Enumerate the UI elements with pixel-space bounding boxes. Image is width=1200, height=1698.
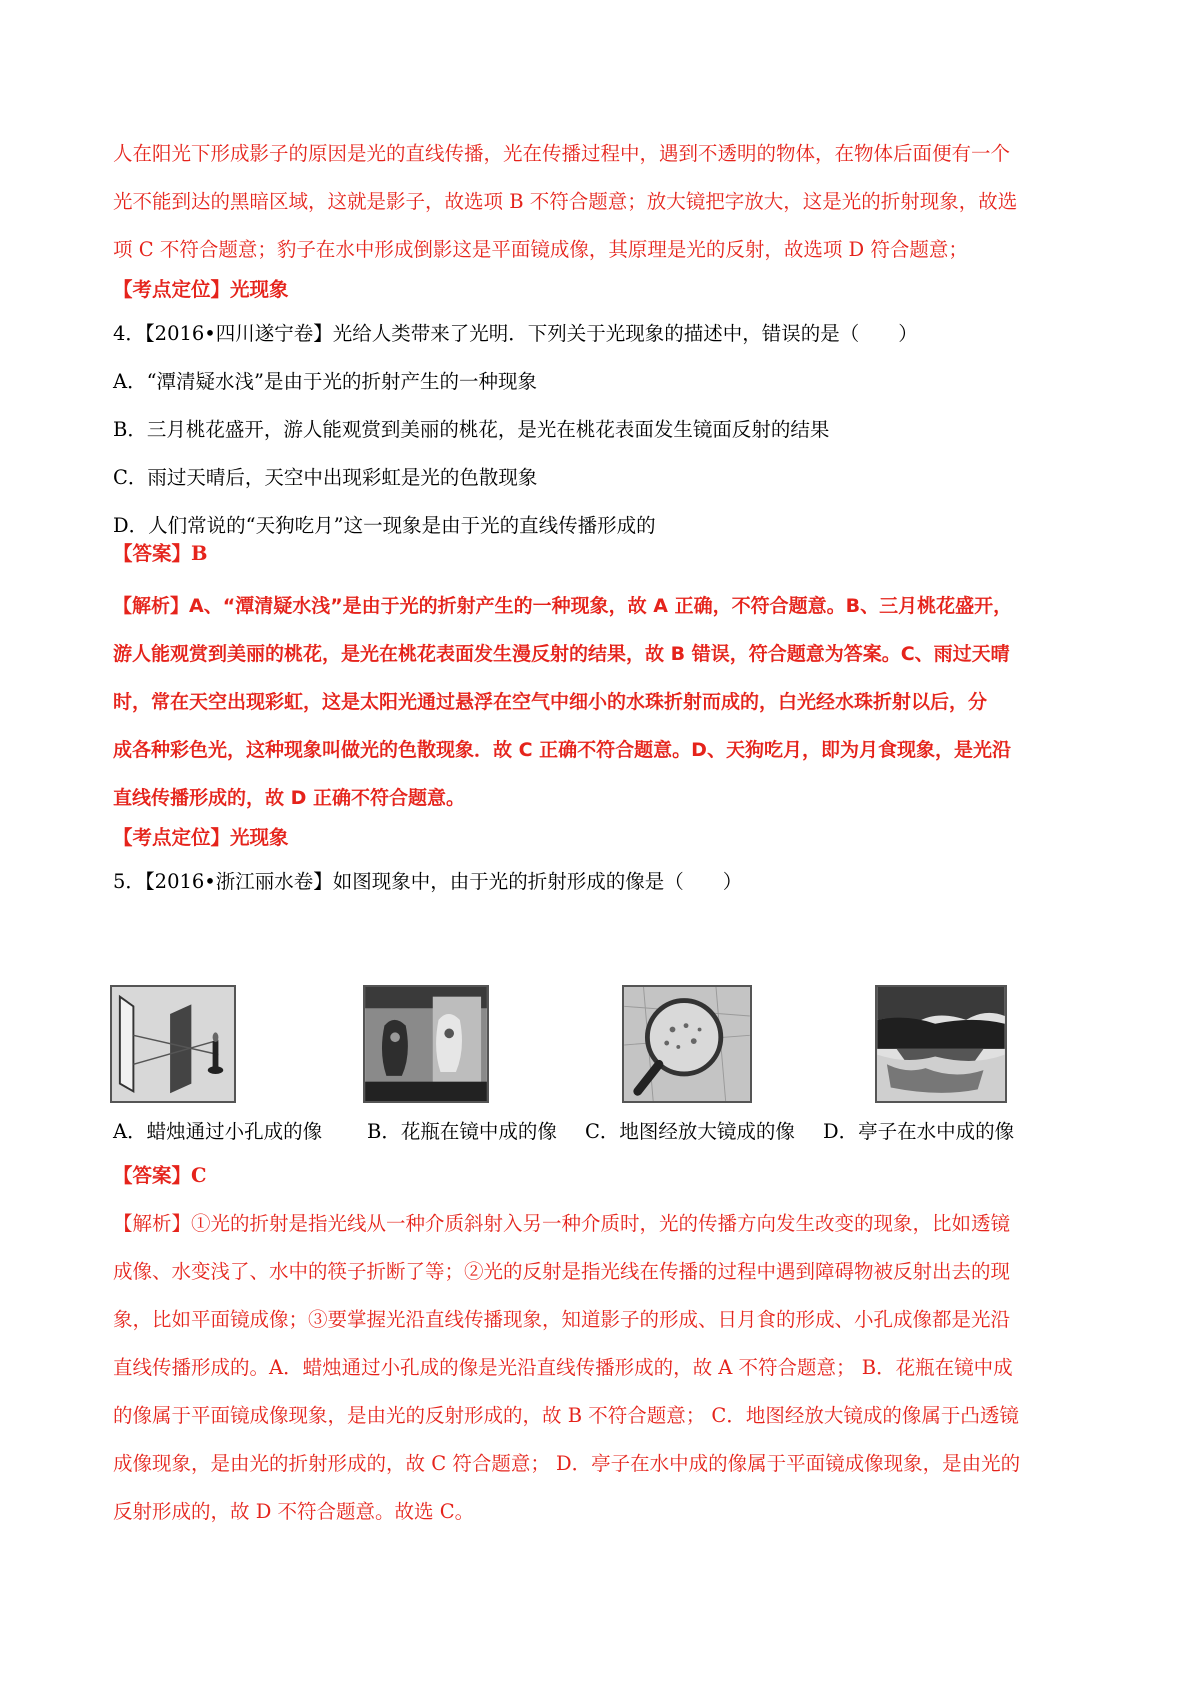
analysis-line: 人在阳光下形成影子的原因是光的直线传播，光在传播过程中，遇到不透明的物体，在物体后面便有一个 bbox=[113, 142, 1011, 165]
option-c: C．雨过天晴后，天空中出现彩虹是光的色散现象 bbox=[113, 466, 538, 489]
analysis-line: 时，常在天空出现彩虹，这是太阳光通过悬浮在空气中细小的水珠折射而成的，白光经水珠折射以后，分 bbox=[113, 691, 988, 713]
kaodian-q3: 【考点定位】光现象 bbox=[113, 278, 289, 301]
answer-q5: 【答案】C bbox=[113, 1164, 207, 1187]
analysis-line: 项 C 不符合题意；豹子在水中形成倒影这是平面镜成像，其原理是光的反射，故选项 D 符合题意； bbox=[113, 238, 968, 261]
kaodian-q4: 【考点定位】光现象 bbox=[113, 826, 289, 849]
analysis-line: 游人能观赏到美丽的桃花，是光在桃花表面发生漫反射的结果，故 B 错误，符合题意为答案。C、雨过天晴 bbox=[113, 643, 1010, 665]
caption-b: B．花瓶在镜中成的像 bbox=[367, 1120, 557, 1143]
question-stem: 4．【2016•四川遂宁卷】光给人类带来了光明．下列关于光现象的描述中，错误的是（ ） bbox=[113, 322, 918, 345]
analysis-q4 bbox=[113, 582, 1098, 822]
pinhole-candle-drawing bbox=[112, 987, 234, 1101]
magnifier-map-drawing bbox=[624, 987, 750, 1101]
analysis-line: 光不能到达的黑暗区域，这就是影子，故选项 B 不符合题意；放大镜把字放大，这是光的折射现象，故选 bbox=[113, 190, 1018, 213]
analysis-line: 反射形成的，故 D 不符合题意。故选 C。 bbox=[113, 1500, 475, 1523]
analysis-line: 的像属于平面镜成像现象，是由光的反射形成的，故 B 不符合题意； C．地图经放大镜成的像属于凸透镜 bbox=[113, 1404, 1019, 1427]
vase-mirror-image bbox=[363, 985, 489, 1103]
figure-row bbox=[110, 985, 1100, 1105]
option-a: A．“潭清疑水浅”是由于光的折射产生的一种现象 bbox=[113, 370, 538, 393]
option-b: B．三月桃花盛开，游人能观赏到美丽的桃花，是光在桃花表面发生镜面反射的结果 bbox=[113, 418, 830, 441]
analysis-line: 成各种彩色光，这种现象叫做光的色散现象．故 C 正确不符合题意。D、天狗吃月，即为月食现象，是光沿 bbox=[113, 739, 1011, 761]
analysis-line: 象，比如平面镜成像；③要掌握光沿直线传播现象，知道影子的形成、日月食的形成、小孔成像都是光沿 bbox=[113, 1308, 1011, 1331]
analysis-q5 bbox=[113, 1200, 1098, 1536]
pinhole-candle-image bbox=[110, 985, 236, 1103]
pavilion-water-drawing bbox=[877, 987, 1005, 1101]
option-d: D．人们常说的“天狗吃月”这一现象是由于光的直线传播形成的 bbox=[113, 514, 656, 537]
caption-c: C．地图经放大镜成的像 bbox=[585, 1120, 795, 1143]
question-5 bbox=[113, 858, 1098, 906]
question-stem: 5．【2016•浙江丽水卷】如图现象中，由于光的折射形成的像是（ ） bbox=[113, 870, 743, 893]
vase-mirror-drawing bbox=[365, 987, 487, 1101]
analysis-line: 成像、水变浅了、水中的筷子折断了等；②光的反射是指光线在传播的过程中遇到障碍物被反射出去的现 bbox=[113, 1260, 1011, 1283]
analysis-line: 【解析】A、“潭清疑水浅”是由于光的折射产生的一种现象，故 A 正确，不符合题意。B、三月桃花盛开， bbox=[113, 595, 1013, 617]
caption-d: D．亭子在水中成的像 bbox=[823, 1120, 1015, 1143]
analysis-line: 成像现象，是由光的折射形成的，故 C 符合题意； D．亭子在水中成的像属于平面镜成像现象，是由光的 bbox=[113, 1452, 1021, 1475]
caption-a: A．蜡烛通过小孔成的像 bbox=[113, 1120, 323, 1143]
analysis-line: 直线传播形成的，故 D 正确不符合题意。 bbox=[113, 787, 466, 809]
figure-captions bbox=[113, 1108, 1103, 1156]
question-4 bbox=[113, 310, 1098, 550]
analysis-line: 直线传播形成的。A．蜡烛通过小孔成的像是光沿直线传播形成的，故 A 不符合题意； B．花瓶在镜中成 bbox=[113, 1356, 1013, 1379]
analysis-line: 【解析】①光的折射是指光线从一种介质斜射入另一种介质时，光的传播方向发生改变的现象，比如透镜 bbox=[113, 1212, 1011, 1235]
magnifier-map-image bbox=[622, 985, 752, 1103]
answer-q4: 【答案】B bbox=[113, 542, 208, 565]
pavilion-water-image bbox=[875, 985, 1007, 1103]
top-analysis bbox=[113, 130, 1098, 274]
